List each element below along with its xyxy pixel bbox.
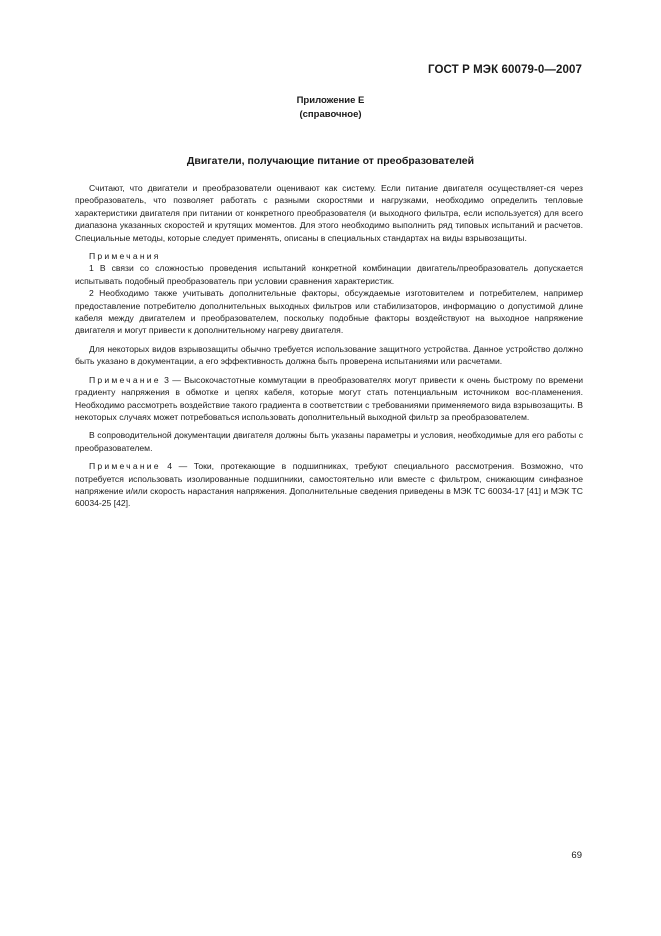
- note-3-label: Примечание: [89, 374, 161, 385]
- paragraph-intro: Считают, что двигатели и преобразователи оценивают как систему. Если питание двигателя осуществляет-ся через преобразователь, что позволяет работать с разными скоростями и нагрузками, необходимо определить тепловые характеристики двигателя при питании от конкретного преобразователя (и выходного фильтра, если используется) для всего диапазона указанных скоростей и крутящих моментов. Для этого необходимо выполнить ряд типовых испытаний и расчетов. Специальные методы, которые следует применять, описаны в специальных стандартах на виды взрывозащиты.: [75, 183, 583, 243]
- document-body: [75, 182, 583, 516]
- note-2: 2 Необходимо также учитывать дополнительные факторы, обсуждаемые изготовителем и потребителем, например предоставление потребителю дополнительных выходных фильтров или стабилизаторов, информацию о допустимой длине кабеля между двигателем и преобразователем, поскольку подобные факторы воздействуют на выходное напряжение двигателя и могут привести к дополнительному нагреву двигателя.: [75, 288, 583, 336]
- note-3-text: 3 — Высокочастотные коммутации в преобразователях могут привести к очень быстрому по времени градиенту напряжения в обмотке и цепях кабеля, которые могут стать потенциальным источником вос-пламенения. Необходимо рассмотреть воздействие такого градиента в соответствии с требованиями применяемого вида взрывозащиты. В некоторых случаях может потребоваться использовать дополнительный выходной фильтр за преобразователем.: [75, 374, 583, 422]
- paragraph-documentation: В сопроводительной документации двигателя должны быть указаны параметры и условия, необходимые для его работы с преобразователем.: [75, 430, 583, 453]
- appendix-subtitle: (справочное): [299, 109, 362, 120]
- appendix-title: Приложение Е: [296, 95, 365, 106]
- appendix-heading: [0, 94, 661, 122]
- note-1: 1 В связи со сложностью проведения испытаний конкретной комбинации двигатель/преобразователь допускается испытывать подобный преобразователь при условии сравнения характеристик.: [75, 263, 583, 286]
- page-number: 69: [571, 850, 582, 861]
- standard-header: ГОСТ Р МЭК 60079-0—2007: [428, 64, 582, 76]
- note-3: [75, 374, 583, 424]
- section-title: Двигатели, получающие питание от преобразователей: [186, 155, 475, 167]
- paragraph-protection-device: Для некоторых видов взрывозащиты обычно требуется использование защитного устройства. Данное устройство должно быть указано в документации, а его эффективность должна быть проверена испытаниями или расчетами.: [75, 343, 583, 367]
- note-4: [75, 460, 583, 510]
- note-4-label: Примечание: [89, 461, 161, 472]
- note-4-text: 4 — Токи, протекающие в подшипниках, требуют специального рассмотрения. Возможно, что потребуется использовать изолированные подшипники, самостоятельно или вместе с фильтром, снижающим синфазное напряжение и/или скорость нарастания напряжения. Дополнительные сведения приведены в МЭК ТС 60034-17 [41] и МЭК ТС 60034-25 [42].: [75, 461, 583, 509]
- notes-heading: Примечания: [89, 251, 161, 262]
